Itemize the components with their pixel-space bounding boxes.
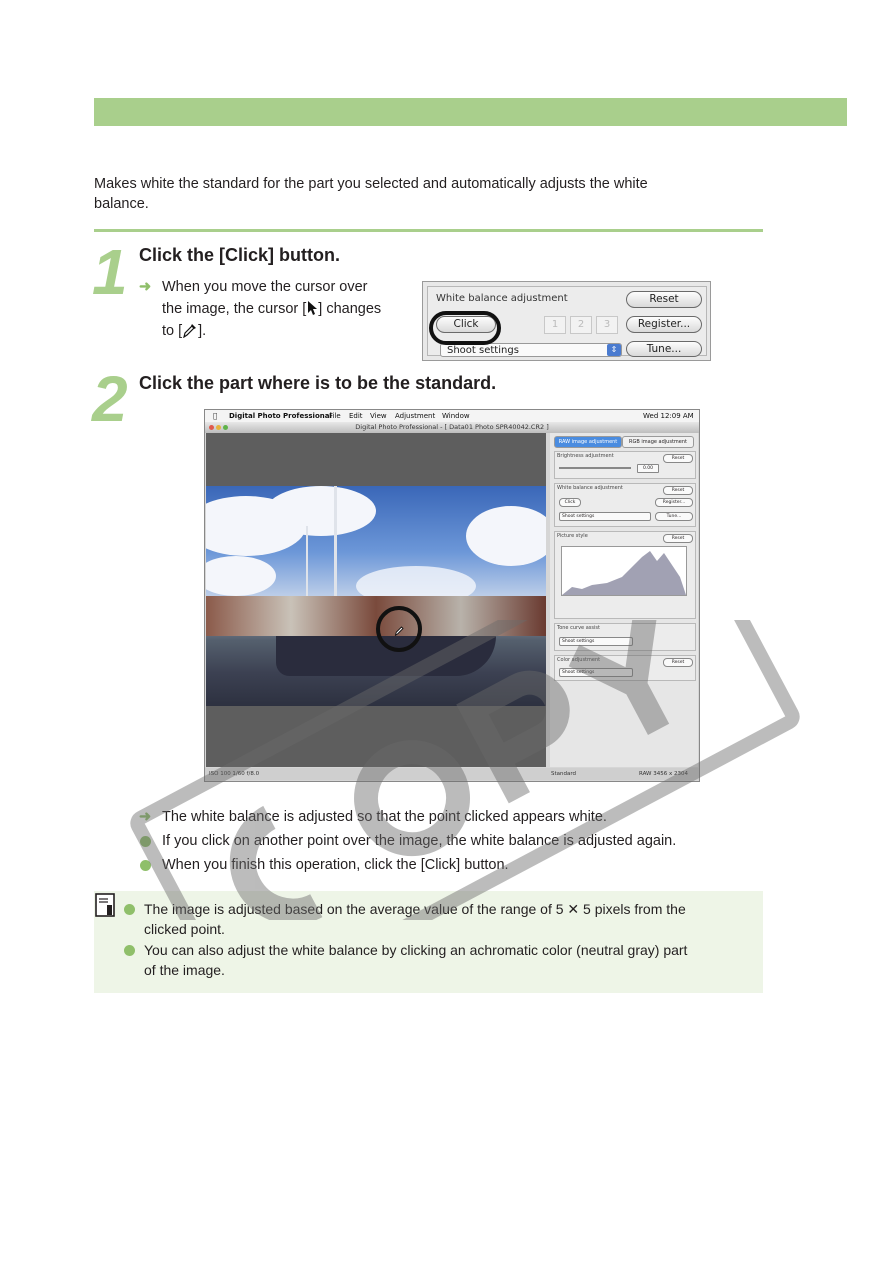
image-viewer[interactable] [206,433,546,767]
menu-edit[interactable]: Edit [349,412,363,420]
wb-panel-title: White balance adjustment [436,293,568,304]
arrow-cursor-icon [306,300,318,316]
highlight-ring [429,311,501,345]
cloud [466,506,546,566]
brightness-section [554,451,696,479]
preset-1-button[interactable]: 1 [544,316,566,334]
menu-adjustment[interactable]: Adjustment [395,412,436,420]
tab-rgb-adjustment[interactable]: RGB image adjustment [622,436,694,448]
step-1-number: 1 [92,236,128,308]
color-adjust-title: Color adjustment [557,657,601,663]
step-1-line-2a: the image, the cursor [ [162,301,307,317]
tone-curve-select[interactable]: Shoot settings [559,637,633,646]
preset-2-button[interactable]: 2 [570,316,592,334]
step-1-line-1: When you move the cursor over [162,279,368,295]
arrow-icon: ➜ [139,279,152,295]
step-2-title: Click the part where is to be the standard. [139,373,497,393]
step-1-line-3a: to [ [162,323,183,339]
menu-bar [205,410,699,422]
white-balance-panel [422,281,711,361]
step-1-line-3 [162,320,206,342]
wb-tune-button[interactable]: Tune... [655,512,693,521]
step-1-title: Click the [Click] button. [139,245,341,265]
status-left: ISO 100 1/60 f/8.0 [209,771,260,777]
result-text-2: If you click on another point over the image, the white balance is adjusted again. [162,833,677,849]
tab-raw-adjustment[interactable]: RAW image adjustment [554,436,622,448]
bullet-icon [124,904,135,915]
picture-style-reset-button[interactable]: Reset [663,534,693,543]
step-1-line-2b: ] changes [318,301,382,317]
tool-palette [550,433,698,767]
wb-title: White balance adjustment [557,485,623,491]
color-adjust-reset-button[interactable]: Reset [663,658,693,667]
app-screenshot [204,409,700,782]
step-1-line-3b: ]. [198,323,207,339]
status-middle: Standard [551,771,577,777]
arrow-icon: ➜ [139,809,152,825]
minimize-icon[interactable] [216,425,221,430]
eyedropper-cursor-icon [182,322,198,338]
close-icon[interactable] [209,425,214,430]
result-text-3: When you finish this operation, click the [Click] button. [162,857,509,873]
wb-reset-button[interactable]: Reset [663,486,693,495]
intro-line-2: balance. [94,196,149,212]
histogram [561,546,687,596]
tone-curve-title: Tone curve assist [557,625,600,631]
step-1-line-2 [162,298,381,320]
color-adjust-section [554,655,696,681]
wb-section [554,483,696,527]
bullet-icon [140,836,151,847]
memo-icon [95,893,115,917]
wb-register-button[interactable]: Register... [655,498,693,507]
note-item-2 [122,940,762,980]
menu-clock: Wed 12:09 AM [643,412,694,420]
wb-select[interactable] [440,343,622,357]
harbor-photo[interactable] [206,486,546,706]
tune-button[interactable]: Tune... [626,341,702,357]
brightness-slider[interactable] [559,467,631,469]
click-button[interactable]: Click [436,316,496,333]
window-titlebar [205,422,699,433]
cloud [206,556,276,596]
brightness-reset-button[interactable]: Reset [663,454,693,463]
note-2-line-2: of the image. [144,962,225,978]
divider-rule [94,229,763,232]
intro-line-1: Makes white the standard for the part you selected and automatically adjusts the white [94,176,648,192]
tone-curve-section [554,623,696,651]
note-1-line-1: The image is adjusted based on the average value of the range of 5 ✕ 5 pixels from the [144,901,686,917]
picture-style-section [554,531,696,619]
note-1-line-2: clicked point. [144,921,225,937]
note-item-1 [122,899,762,939]
eyedropper-cursor-icon [394,624,406,636]
picture-style-title: Picture style [557,533,588,539]
wb-click-button[interactable]: Click [559,498,581,507]
note-box [94,891,763,993]
menu-file[interactable]: File [329,412,341,420]
wb-shoot-select[interactable]: Shoot settings [559,512,651,521]
bullet-icon [140,860,151,871]
status-right: RAW 3456 x 2304 [639,771,688,777]
brightness-value[interactable]: 0.00 [637,464,659,473]
menu-window[interactable]: Window [442,412,470,420]
zoom-icon[interactable] [223,425,228,430]
color-adjust-select[interactable]: Shoot settings [559,668,633,677]
section-header-bar [94,98,847,126]
register-button[interactable]: Register... [626,316,702,333]
brightness-title: Brightness adjustment [557,453,614,459]
step-2-number: 2 [92,363,128,435]
menu-view[interactable]: View [370,412,387,420]
wb-select-value: Shoot settings [447,345,519,356]
app-name-menu[interactable]: Digital Photo Professional [229,412,332,420]
note-2-line-1: You can also adjust the white balance by clicking an achromatic color (neutral gray) part [144,942,688,958]
histogram-graph [562,547,686,595]
bullet-icon [124,945,135,956]
cloud [266,486,376,536]
intro-paragraph [94,174,734,214]
apple-menu-icon[interactable] [213,410,217,422]
preset-3-button[interactable]: 3 [596,316,618,334]
select-arrow-icon: ⇕ [607,344,621,356]
white-balance-group [427,286,707,356]
reset-button[interactable]: Reset [626,291,702,308]
result-text-1: The white balance is adjusted so that the point clicked appears white. [162,809,607,825]
window-title: Digital Photo Professional - [ Data01 Photo SPR40042.CR2 ] [355,423,549,431]
results-list [139,806,759,878]
status-bar [205,768,699,780]
step-1-description [139,276,409,342]
